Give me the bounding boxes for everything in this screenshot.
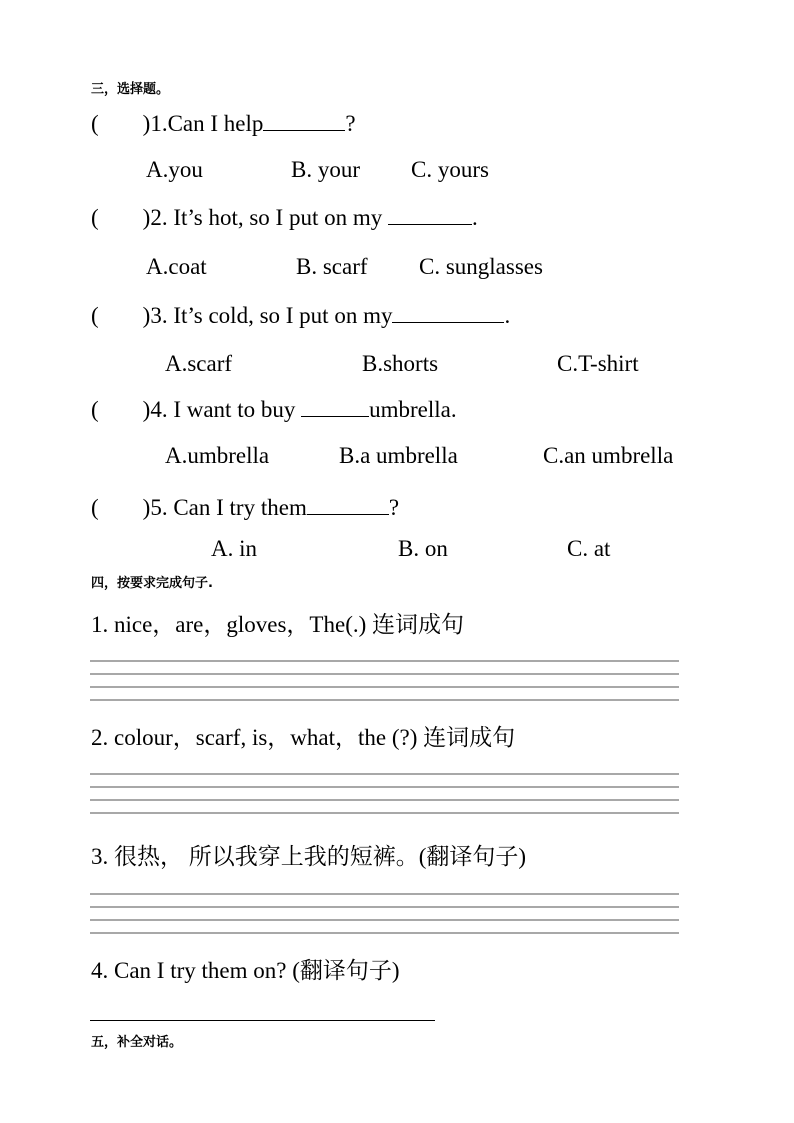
- answer-paren-1: (: [91, 111, 99, 136]
- writing-line: [90, 932, 679, 934]
- answer-paren-4: (: [91, 397, 99, 422]
- q1-option-c: C. yours: [411, 157, 489, 182]
- q5-option-c: C. at: [567, 536, 611, 561]
- question-3-stem: )3. It’s cold, so I put on my: [142, 303, 393, 328]
- question-4: [91, 397, 457, 423]
- question-1: [91, 111, 356, 137]
- question-5: [91, 495, 399, 521]
- question-3: [91, 303, 510, 329]
- q4-option-b: B.a umbrella: [339, 443, 458, 468]
- sentence-task-4: 4. Can I try them on? (翻译句子): [91, 958, 400, 983]
- writing-line: [90, 786, 679, 788]
- sentence-task-2: 2. colour，scarf, is，what，the (?) 连词成句: [91, 725, 516, 750]
- answer-paren-5: (: [91, 495, 99, 520]
- q5-option-a: A. in: [211, 536, 257, 561]
- sentence-task-3: 3. 很热， 所以我穿上我的短裤。(翻译句子): [91, 844, 527, 869]
- writing-line: [90, 699, 679, 701]
- question-4-blank[interactable]: [301, 415, 369, 417]
- section-4-title: 四，按要求完成句子.: [91, 576, 213, 591]
- question-1-stem: )1.Can I help: [142, 111, 264, 136]
- answer-paren-2: (: [91, 205, 99, 230]
- q1-option-a: A.you: [146, 157, 203, 182]
- question-4-stem: )4. I want to buy: [142, 397, 302, 422]
- question-1-blank[interactable]: [263, 129, 345, 131]
- writing-line: [90, 686, 679, 688]
- writing-line: [90, 660, 679, 662]
- q3-option-c: C.T-shirt: [557, 351, 639, 376]
- question-2-blank[interactable]: [388, 223, 472, 225]
- q3-option-a: A.scarf: [165, 351, 233, 376]
- q2-option-b: B. scarf: [296, 254, 368, 279]
- writing-line: [90, 799, 679, 801]
- writing-line: [90, 893, 679, 895]
- section-5-title: 五，补全对话。: [91, 1035, 183, 1050]
- writing-line: [90, 773, 679, 775]
- q4-option-a: A.umbrella: [165, 443, 270, 468]
- writing-line: [90, 906, 679, 908]
- question-5-blank[interactable]: [307, 513, 389, 515]
- answer-line-4[interactable]: [90, 1020, 435, 1021]
- writing-lines-1[interactable]: [90, 660, 679, 712]
- question-2-end: .: [472, 205, 478, 230]
- question-3-blank[interactable]: [392, 321, 504, 323]
- answer-paren-3: (: [91, 303, 99, 328]
- question-2-stem: )2. It’s hot, so I put on my: [142, 205, 389, 230]
- question-5-stem: )5. Can I try them: [142, 495, 307, 520]
- question-2: [91, 205, 478, 231]
- question-4-end: umbrella.: [369, 397, 457, 422]
- writing-line: [90, 812, 679, 814]
- question-5-end: ?: [388, 495, 400, 520]
- q2-option-a: A.coat: [146, 254, 207, 279]
- question-1-end: ?: [345, 111, 356, 136]
- section-3-title: 三，选择题。: [91, 82, 170, 97]
- question-3-end: .: [504, 303, 511, 328]
- sentence-task-1: 1. nice，are，gloves，The(.) 连词成句: [91, 612, 465, 637]
- q2-option-c: C. sunglasses: [419, 254, 543, 279]
- writing-line: [90, 919, 679, 921]
- q4-option-c: C.an umbrella: [543, 443, 674, 468]
- q1-option-b: B. your: [291, 157, 360, 182]
- q3-option-b: B.shorts: [362, 351, 439, 376]
- q5-option-b: B. on: [398, 536, 448, 561]
- writing-line: [90, 673, 679, 675]
- writing-lines-3[interactable]: [90, 893, 679, 945]
- writing-lines-2[interactable]: [90, 773, 679, 825]
